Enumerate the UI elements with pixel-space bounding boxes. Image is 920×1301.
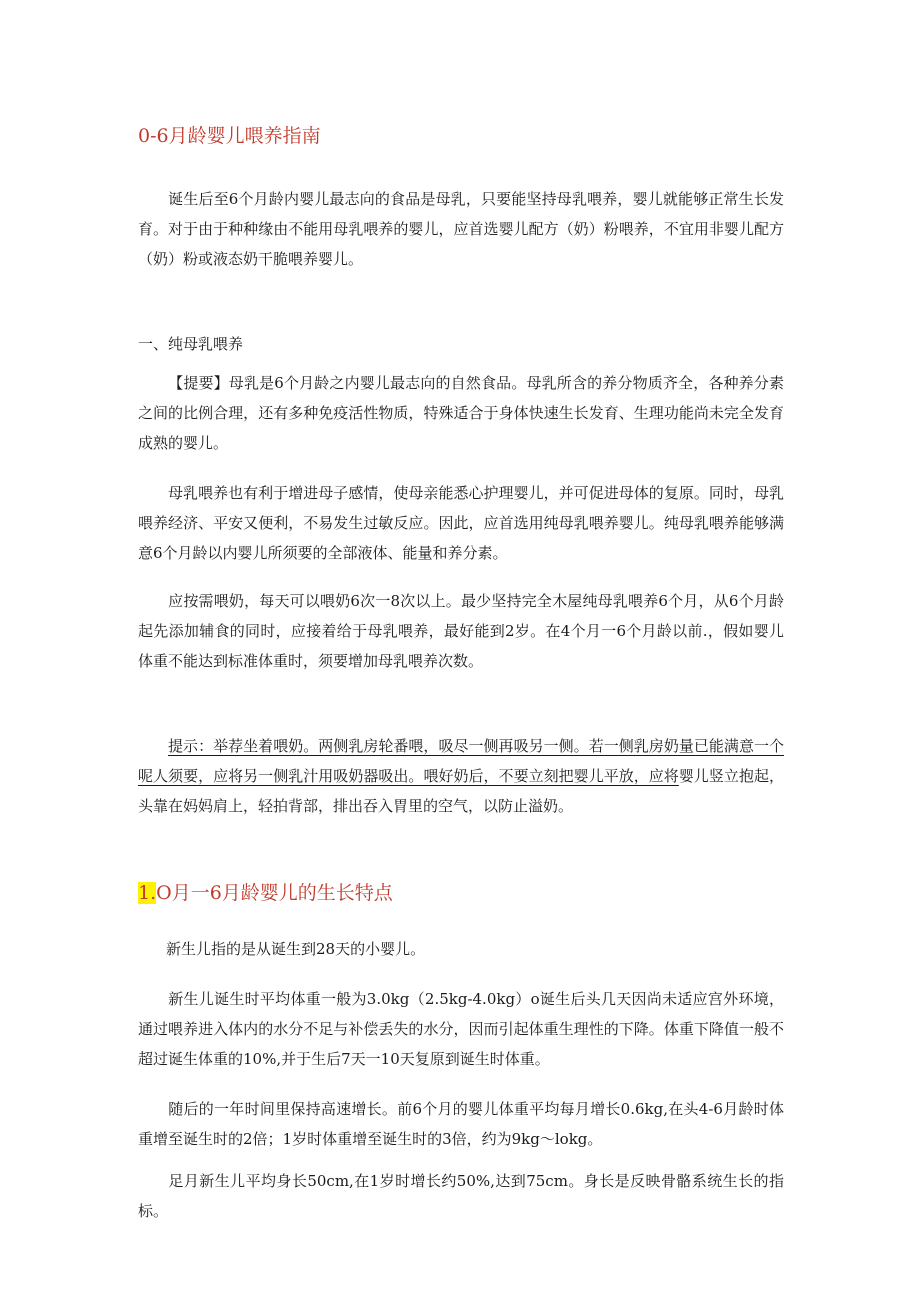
benefits-text: 母乳喂养也有利于增进母子感情，使母亲能悉心护理婴儿，并可促进母体的复原。同时，母乳喂养经济、平安又便利，不易发生过敏反应。因此，应首选用纯母乳喂养婴儿。纯母乳喂养能够满意6个月龄以内婴儿所须要的全部液体、能量和养分素。 [138,484,784,562]
intro-paragraph [138,184,784,274]
weight-text: 新生儿诞生时平均体重一般为3.0kg（2.5kg-4.0kg）o诞生后头几天因尚未适应宫外环境，通过喂养进入体内的水分不足与补偿丢失的水分，因而引起体重生理性的下降。体重下降值一般不超过诞生体重的10%,并于生后7天一10天复原到诞生时体重。 [138,990,784,1068]
feeding-frequency-text: 应按需喂奶，每天可以喂奶6次一8次以上。最少坚持完全木屋纯母乳喂养6个月，从6个月龄起先添加辅食的同时，应接着给于母乳喂养，最好能到2岁。在4个月一6个月龄以前.，假如婴儿体重不能达到标准体重时，须要增加母乳喂养次数。 [138,592,784,670]
feeding-frequency-paragraph [138,586,784,676]
heading-rest: O月一6月龄婴儿的生长特点 [156,882,393,904]
length-text: 足月新生儿平均身长50cm,在1岁时增长约50%,达到75cm。身长是反映骨骼系统生长的指标。 [138,1172,784,1220]
tip-rest-text: 婴儿竖立抱起，头靠在妈妈肩上，轻拍背部，排出吞入胃里的空气，以防止溢奶。 [138,767,784,815]
length-paragraph [138,1166,784,1226]
page-title: 0-6月龄婴儿喂养指南 [138,125,321,147]
newborn-definition: 新生儿指的是从诞生到28天的小婴儿。 [166,940,426,958]
weight-paragraph [138,984,784,1074]
growth-text: 随后的一年时间里保持高速增长。前6个月的婴儿体重平均每月增长0.6kg,在头4-6月龄时体重增至诞生时的2倍；1岁时体重增至诞生时的3倍，约为9kg〜lokg。 [138,1100,784,1148]
summary-paragraph [138,368,784,458]
heading-highlight: 1. [138,882,157,904]
benefits-paragraph [138,478,784,568]
section-heading-growth [138,878,393,905]
summary-text: 【提要】母乳是6个月龄之内婴儿最志向的自然食品。母乳所含的养分物质齐全，各种养分素之间的比例合理，还有多种免疫活性物质，特殊适合于身体快速生长发育、生理功能尚未完全发育成熟的婴儿。 [138,374,784,452]
growth-paragraph [138,1094,784,1154]
tip-underlined-text: 提示：举荐坐着喂奶。两侧乳房轮番喂，吸尽一侧再吸另一侧。若一侧乳房奶量已能满意一个呢人须要，应将另一侧乳汁用吸奶器吸出。喂好奶后，不要立刻把婴儿平放，应将 [138,737,784,785]
section-heading-breastfeeding: 一、纯母乳喂养 [138,335,244,353]
intro-text: 诞生后至6个月龄内婴儿最志向的食品是母乳，只要能坚持母乳喂养，婴儿就能够正常生长发育。对于由于种种缘由不能用母乳喂养的婴儿，应首选婴儿配方（奶）粉喂养，不宜用非婴儿配方（奶）粉或液态奶干脆喂养婴儿。 [138,190,784,268]
tip-paragraph [138,731,784,821]
